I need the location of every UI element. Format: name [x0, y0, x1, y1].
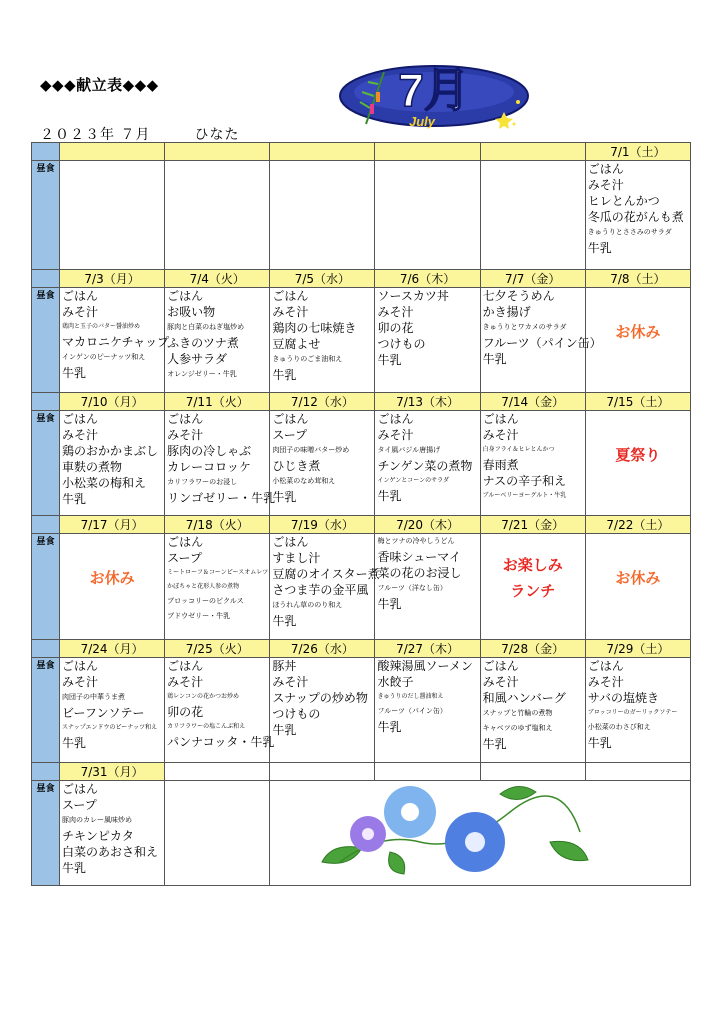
- date-row: [32, 516, 691, 534]
- menu-cell: [375, 161, 480, 270]
- menu-cell: [270, 534, 380, 640]
- menu-item: 牛乳: [272, 490, 297, 504]
- menu-item: みそ汁: [272, 305, 309, 319]
- date-cell: 7/24（月）: [60, 640, 165, 658]
- date-cell: [165, 763, 270, 781]
- menu-item: 小松菜のわさび和え: [587, 723, 651, 731]
- menu-item: みそ汁: [167, 675, 204, 689]
- date-cell: 7/15（土）: [585, 393, 690, 411]
- menu-item: つけもの: [377, 337, 426, 351]
- menu-item: 牛乳: [62, 861, 87, 875]
- date-cell: 7/26（水）: [270, 640, 375, 658]
- menu-item: ごはん: [482, 659, 519, 673]
- menu-cell: [585, 411, 690, 516]
- date-row: [32, 270, 691, 288]
- date-cell: [585, 763, 690, 781]
- menu-row: [32, 161, 691, 270]
- menu-item: フルーツ（パイン缶）: [377, 707, 447, 715]
- date-cell: 7/6（木）: [375, 270, 480, 288]
- date-row-label: [32, 640, 60, 658]
- menu-item: みそ汁: [587, 675, 624, 689]
- page-title: ◆◆◆献立表◆◆◆: [40, 76, 159, 94]
- date-cell: 7/22（土）: [585, 516, 690, 534]
- menu-cell: [480, 658, 585, 763]
- menu-item: ごはん: [272, 535, 309, 549]
- menu-item: かき揚げ: [482, 305, 531, 319]
- menu-cell: [480, 288, 602, 393]
- menu-table: [31, 142, 691, 886]
- menu-item: ごはん: [587, 659, 624, 673]
- group-name: ひなた: [194, 127, 240, 143]
- menu-item: ソースカツ丼: [377, 289, 449, 303]
- menu-item: 白菜のあおさ和え: [62, 845, 159, 859]
- menu-item: 冬瓜の花がんも煮: [587, 210, 684, 224]
- date-cell: [165, 143, 270, 161]
- holiday-label: 夏祭り: [615, 446, 661, 464]
- menu-item: ブルーベリーヨーグルト・牛乳: [482, 492, 567, 499]
- date-row-label: [32, 143, 60, 161]
- menu-item: みそ汁: [482, 428, 519, 442]
- menu-item: マカロニケチャップ: [62, 335, 170, 349]
- menu-cell: [375, 411, 480, 516]
- date-cell: [270, 763, 375, 781]
- menu-item: 水餃子: [377, 675, 414, 689]
- menu-item: 豚肉と白菜のねぎ塩炒め: [167, 323, 245, 331]
- menu-item: ふきのツナ煮: [167, 336, 239, 350]
- menu-item: お吸い物: [167, 305, 216, 319]
- menu-item: みそ汁: [482, 675, 519, 689]
- date-row: [32, 393, 691, 411]
- menu-item: インゲンとコーンのサラダ: [377, 477, 450, 484]
- date-cell: 7/12（水）: [270, 393, 375, 411]
- menu-item: 牛乳: [62, 366, 87, 380]
- date-cell: 7/5（水）: [270, 270, 375, 288]
- menu-cell: [480, 161, 585, 270]
- menu-item: みそ汁: [272, 675, 309, 689]
- date-cell: 7/13（木）: [375, 393, 480, 411]
- holiday-label: お楽しみ ランチ: [502, 556, 563, 600]
- menu-cell: [375, 658, 480, 763]
- badge-month: 7月: [398, 64, 470, 116]
- menu-item: みそ汁: [62, 428, 99, 442]
- date-cell: 7/27（木）: [375, 640, 480, 658]
- date-row: [32, 640, 691, 658]
- menu-item: 牛乳: [587, 736, 612, 750]
- menu-cell: [165, 161, 270, 270]
- menu-item: ビーフンソテー: [62, 706, 145, 720]
- menu-item: 鶏レンコンの花かつお炒め: [167, 693, 240, 700]
- date-row: [32, 763, 691, 781]
- menu-item: 白身フライ＆ヒレとんかつ: [482, 446, 555, 453]
- menu-cell: [165, 781, 270, 886]
- menu-item: 人参サラダ: [167, 352, 228, 366]
- menu-cell: [165, 534, 270, 640]
- holiday-label: お休み: [89, 569, 135, 587]
- date-cell: 7/11（火）: [165, 393, 270, 411]
- morning-glory-illustration: [300, 782, 620, 874]
- menu-cell: [60, 781, 165, 886]
- menu-item: みそ汁: [167, 428, 204, 442]
- menu-item: スナップと竹輪の煮物: [482, 709, 553, 717]
- date-row-label: [32, 270, 60, 288]
- menu-cell: [165, 658, 275, 763]
- menu-item: 梅とツナの冷やしうどん: [377, 537, 455, 545]
- july-badge: [336, 62, 536, 132]
- menu-row: [32, 534, 691, 640]
- menu-item: 鶏のおかかまぶし: [62, 444, 159, 458]
- menu-item: きゅうりとワカメのサラダ: [482, 323, 567, 331]
- menu-cell: [60, 658, 165, 763]
- badge-english: July: [408, 114, 436, 129]
- menu-item: チンゲン菜の煮物: [377, 459, 473, 473]
- menu-item: 卯の花: [167, 705, 204, 719]
- menu-item: 豚肉の冷しゃぶ: [167, 444, 252, 458]
- meal-label: 昼食: [32, 161, 60, 270]
- date-cell: 7/8（土）: [585, 270, 690, 288]
- menu-item: みそ汁: [377, 428, 414, 442]
- menu-cell: [480, 411, 585, 516]
- menu-item: 牛乳: [272, 614, 297, 628]
- flower-icon: [350, 786, 505, 872]
- menu-item: みそ汁: [377, 305, 414, 319]
- date-cell: [480, 763, 585, 781]
- period-label: ２０２３年 ７月: [40, 127, 151, 143]
- menu-item: 春雨煮: [482, 458, 519, 472]
- menu-item: 牛乳: [377, 489, 402, 503]
- menu-cell: [585, 161, 690, 270]
- meal-label: 昼食: [32, 411, 60, 516]
- date-cell: 7/31（月）: [60, 763, 165, 781]
- menu-item: タイ風バジル唐揚げ: [377, 446, 441, 454]
- menu-item: 酸辣湯風ソーメン: [377, 659, 473, 673]
- menu-row: [32, 658, 691, 763]
- menu-cell: [480, 534, 585, 640]
- menu-cell: [270, 288, 375, 393]
- menu-item: オレンジゼリー・牛乳: [167, 370, 237, 378]
- menu-cell: [270, 161, 375, 270]
- menu-item: ごはん: [167, 659, 204, 673]
- holiday-label: お休み: [615, 569, 661, 587]
- menu-item: 豚丼: [272, 659, 297, 673]
- menu-item: みそ汁: [587, 178, 624, 192]
- date-cell: 7/18（火）: [165, 516, 270, 534]
- date-cell: 7/29（土）: [585, 640, 690, 658]
- menu-item: スープ: [167, 551, 202, 565]
- menu-item: 和風ハンバーグ: [482, 691, 566, 705]
- meal-label: 昼食: [32, 658, 60, 763]
- menu-item: 牛乳: [377, 597, 402, 611]
- date-cell: 7/17（月）: [60, 516, 165, 534]
- date-cell: [480, 143, 585, 161]
- menu-item: 牛乳: [62, 492, 87, 506]
- menu-item: スナップエンドウのピーナッツ和え: [62, 724, 158, 731]
- menu-item: サバの塩焼き: [587, 691, 660, 705]
- menu-item: 小松菜のなめ茸和え: [272, 477, 336, 485]
- menu-item: ごはん: [62, 782, 99, 796]
- date-cell: 7/1（土）: [585, 143, 690, 161]
- menu-item: キャベツのゆず塩和え: [482, 724, 553, 732]
- menu-item: 七夕そうめん: [482, 289, 555, 303]
- meal-label: 昼食: [32, 781, 60, 886]
- menu-cell: [60, 534, 165, 640]
- menu-item: きゅうりのだし醤油和え: [377, 693, 444, 700]
- date-cell: [375, 763, 480, 781]
- date-cell: 7/21（金）: [480, 516, 585, 534]
- menu-item: ミートローフ＆コーンピースオムレツ: [167, 569, 269, 576]
- menu-item: 肉団子の中華うま煮: [62, 693, 125, 701]
- menu-cell: [375, 288, 480, 393]
- menu-item: 小松菜の梅和え: [62, 476, 147, 490]
- menu-item: ごはん: [62, 659, 99, 673]
- date-row-label: [32, 393, 60, 411]
- menu-item: パンナコッタ・牛乳: [167, 735, 275, 749]
- menu-item: ごはん: [62, 289, 99, 303]
- menu-item: ごはん: [62, 412, 99, 426]
- menu-item: ほうれん草ののり和え: [272, 601, 343, 609]
- period-line: [40, 124, 239, 144]
- menu-item: ごはん: [167, 289, 204, 303]
- menu-item: ブロッコリーのガーリックソテー: [587, 709, 678, 716]
- menu-item: 牛乳: [272, 723, 297, 737]
- date-cell: 7/4（火）: [165, 270, 270, 288]
- menu-cell: [585, 658, 690, 763]
- menu-item: ヒレとんかつ: [587, 194, 660, 208]
- menu-item: ブドウゼリー・牛乳: [167, 612, 231, 620]
- menu-item: ごはん: [587, 162, 624, 176]
- menu-item: 牛乳: [62, 736, 87, 750]
- menu-item: ごはん: [272, 412, 309, 426]
- menu-item: インゲンのピーナッツ和え: [62, 353, 146, 361]
- menu-item: 鶏肉の七味焼き: [272, 321, 357, 335]
- menu-item: つけもの: [272, 707, 321, 721]
- date-row: [32, 143, 691, 161]
- menu-item: 豆腐のオイスター煮: [272, 567, 380, 581]
- menu-item: スープ: [62, 798, 97, 812]
- menu-cell: [165, 411, 276, 516]
- menu-item: 卯の花: [377, 321, 414, 335]
- menu-item: きゅうりのごま油和え: [272, 355, 343, 363]
- date-cell: 7/25（火）: [165, 640, 270, 658]
- menu-cell: [165, 288, 270, 393]
- menu-cell: [60, 411, 165, 516]
- menu-item: 豆腐よせ: [272, 337, 321, 351]
- holiday-label: お休み: [615, 323, 661, 341]
- menu-item: きゅうりとささみのサラダ: [587, 228, 672, 236]
- menu-item: ブロッコリーのピクルス: [167, 597, 244, 605]
- date-cell: 7/20（木）: [375, 516, 480, 534]
- menu-item: カリフラワーの塩こんぶ和え: [167, 723, 246, 730]
- menu-item: スープ: [272, 428, 308, 442]
- menu-cell: [585, 534, 690, 640]
- menu-item: 牛乳: [377, 720, 402, 734]
- meal-label: 昼食: [32, 288, 60, 393]
- menu-item: ごはん: [377, 412, 414, 426]
- menu-cell: [375, 534, 480, 640]
- date-cell: 7/19（水）: [270, 516, 375, 534]
- menu-item: 牛乳: [482, 737, 507, 751]
- menu-item: ひじき煮: [272, 459, 321, 473]
- date-cell: 7/14（金）: [480, 393, 585, 411]
- menu-item: ごはん: [272, 289, 309, 303]
- menu-item: さつま芋の金平風: [272, 583, 369, 597]
- menu-item: チキンピカタ: [62, 829, 134, 843]
- menu-cell: [270, 658, 375, 763]
- menu-cell: [60, 288, 170, 393]
- menu-item: みそ汁: [62, 675, 99, 689]
- menu-row: [32, 411, 691, 516]
- menu-item: みそ汁: [62, 305, 99, 319]
- date-cell: [375, 143, 480, 161]
- date-row-label: [32, 763, 60, 781]
- menu-item: 牛乳: [272, 368, 297, 382]
- menu-item: 香味シューマイ: [377, 550, 461, 564]
- date-cell: 7/3（月）: [60, 270, 165, 288]
- menu-cell: [270, 411, 375, 516]
- meal-label: 昼食: [32, 534, 60, 640]
- menu-item: かぼちゃと花形人参の煮物: [167, 583, 240, 590]
- date-row-label: [32, 516, 60, 534]
- menu-item: 牛乳: [377, 353, 402, 367]
- menu-row: [32, 288, 691, 393]
- menu-item: 菜の花のお浸し: [377, 566, 462, 580]
- menu-item: 車麩の煮物: [62, 460, 123, 474]
- menu-item: 牛乳: [587, 241, 612, 255]
- menu-item: フルーツ（洋なし缶）: [377, 584, 447, 592]
- menu-item: 肉団子の味噌バター炒め: [272, 446, 350, 454]
- menu-item: ごはん: [167, 535, 204, 549]
- date-cell: [60, 143, 165, 161]
- date-cell: 7/7（金）: [480, 270, 585, 288]
- menu-item: ナスの辛子和え: [482, 474, 567, 488]
- menu-item: カレーコロッケ: [167, 460, 251, 474]
- menu-item: 豚肉のカレー風味炒め: [62, 816, 132, 824]
- menu-item: ごはん: [482, 412, 519, 426]
- menu-item: すまし汁: [272, 551, 321, 565]
- menu-item: カリフラワーのお浸し: [167, 478, 238, 486]
- menu-item: 牛乳: [482, 352, 507, 366]
- menu-item: スナップの炒め物: [272, 691, 368, 705]
- menu-cell: [60, 161, 165, 270]
- menu-item: ごはん: [167, 412, 204, 426]
- menu-item: フルーツ（パイン缶）: [482, 336, 602, 350]
- menu-item: リンゴゼリー・牛乳: [167, 491, 276, 505]
- date-cell: 7/10（月）: [60, 393, 165, 411]
- date-cell: [270, 143, 375, 161]
- menu-item: 鶏肉と玉子のバター醤油炒め: [62, 323, 141, 330]
- date-cell: 7/28（金）: [480, 640, 585, 658]
